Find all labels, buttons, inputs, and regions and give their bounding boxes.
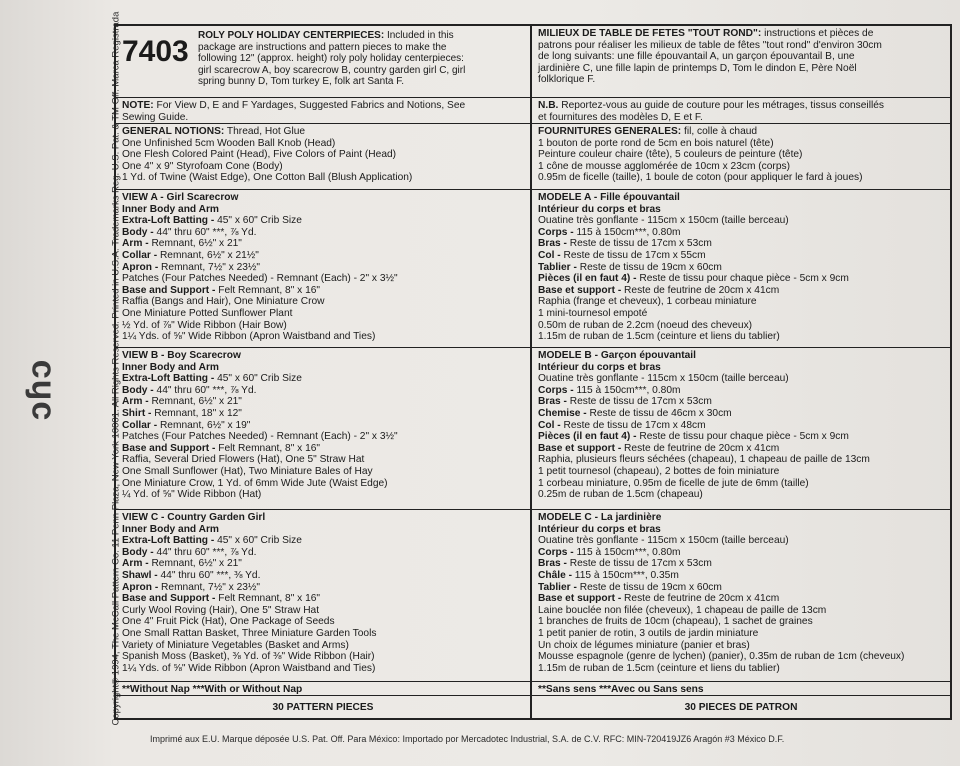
view-b-line: Ouatine très gonflante - 115cm x 150cm (taille berceau) [538, 373, 789, 385]
header-line: following 12" (approx. height) roly poly holiday centerpieces: [198, 53, 464, 64]
view-b-line: VIEW B - Boy Scarecrow [122, 350, 241, 361]
view-a-line: Arm - Remnant, 6½" x 21" [122, 238, 242, 250]
view-c-line: Shawl - 44" thru 60" ***, ⅜ Yd. [122, 569, 261, 581]
fr-nap-legend: **Sans sens ***Avec ou Sans sens [532, 682, 950, 696]
content-frame [114, 24, 952, 720]
pattern-pieces-count: 30 PATTERN PIECES [272, 702, 374, 713]
view-a-line: Patches (Four Patches Needed) - Remnant (Each) - 2" x 3½" [122, 273, 398, 285]
notions-line: One Flesh Colored Paint (Head), Five Colors of Paint (Head) [122, 149, 397, 161]
view-c-line: Base and Support - Felt Remnant, 8" x 16" [122, 593, 321, 605]
view-b-line: Intérieur du corps et bras [538, 361, 661, 373]
header-description [198, 30, 524, 88]
view-b-line: ¼ Yd. of ⅝" Wide Ribbon (Hat) [122, 489, 262, 501]
note-line: Sewing Guide. [122, 111, 189, 123]
view-c-line: Un choix de légumes miniature (panier et bras) [538, 639, 750, 651]
view-a-line: Inner Body and Arm [122, 203, 219, 215]
view-c-line: Base et support - Reste de feutrine de 20cm x 41cm [538, 593, 780, 605]
view-a-line: VIEW A - Girl Scarecrow [122, 192, 239, 203]
view-b-line: Raffia, Several Dried Flowers (Hat), One 5" Straw Hat [122, 454, 365, 466]
view-c-line: Châle - 115 à 150cm***, 0.35m [538, 569, 679, 581]
view-a-line: Raffia (Bangs and Hair), One Miniature Crow [122, 296, 325, 308]
view-c-line: 1¼ Yds. of ⅝" Wide Ribbon (Apron Waistband and Ties) [122, 662, 376, 674]
view-b-line: Col - Reste de tissu de 17cm x 48cm [538, 419, 706, 431]
view-a-line: 1 mini-tournesol empoté [538, 307, 648, 319]
view-b-line: Raphia, plusieurs fleurs séchées (chapeau), 1 chapeau de paille de 13cm [538, 454, 870, 466]
view-b-line: Pièces (il en faut 4) - Reste de tissu pour chaque pièce - 5cm x 9cm [538, 431, 849, 443]
view-b-line: Extra-Loft Batting - 45" x 60" Crib Size [122, 373, 302, 385]
french-column [532, 26, 950, 718]
view-c-line: 1 branches de fruits de 10cm (chapeau), 1 sachet de graines [538, 616, 813, 628]
notions-line: Peinture couleur chaire (tête), 5 couleurs de peinture (tête) [538, 149, 803, 161]
view-a-block [116, 190, 530, 348]
view-c-block [116, 510, 530, 682]
pattern-number: 7403 [122, 35, 189, 68]
view-b-line: MODELE B - Garçon épouvantail [538, 350, 696, 361]
view-a-line: Col - Reste de tissu de 17cm x 55cm [538, 249, 706, 261]
view-c-line: 1 petit panier de rotin, 3 outils de jardin miniature [538, 627, 759, 639]
view-c-line: Mousse espagnole (genre de lychen) (panier), 0.35m de ruban de 1cm (cheveux) [538, 651, 905, 663]
view-a-line: 1¼ Yds. of ⅝" Wide Ribbon (Apron Waistband and Ties) [122, 331, 376, 343]
view-a-line: Raphia (frange et cheveux), 1 corbeau miniature [538, 296, 757, 308]
view-a-line: Pièces (il en faut 4) - Reste de tissu pour chaque pièce - 5cm x 9cm [538, 273, 849, 285]
header-line: girl scarecrow A, boy scarecrow B, country garden girl C, girl [198, 64, 466, 76]
header-line: ROLY POLY HOLIDAY CENTERPIECES: Included in this [198, 30, 454, 41]
view-a-line: Body - 44" thru 60" ***, ⅞ Yd. [122, 226, 257, 238]
view-b-block [116, 348, 530, 510]
view-a-line: ½ Yd. of ⅞" Wide Ribbon (Hair Bow) [122, 319, 287, 331]
general-notions-block [116, 124, 530, 190]
nap-legend: **Without Nap ***With or Without Nap [116, 682, 530, 696]
header-line: patrons pour réaliser les milieux de table de fêtes "tout rond" d'environ 30cm [538, 39, 882, 51]
view-b-line: Base et support - Reste de feutrine de 20cm x 41cm [538, 442, 780, 454]
view-b-line: Corps - 115 à 150cm***, 0.80m [538, 384, 681, 396]
view-b-line: Collar - Remnant, 6½" x 19" [122, 419, 251, 431]
view-a-line: 1.15m de ruban de 1.5cm (ceinture et liens du tablier) [538, 331, 780, 343]
header-line: package are instructions and pattern pieces to make the [198, 41, 447, 53]
view-c-line: One Small Rattan Basket, Three Miniature Garden Tools [122, 627, 377, 639]
view-b-line: Base and Support - Felt Remnant, 8" x 16" [122, 442, 321, 454]
view-c-line: Inner Body and Arm [122, 523, 219, 535]
view-c-line: MODELE C - La jardinière [538, 512, 662, 523]
view-b-line: One Miniature Crow, 1 Yd. of 6mm Wide Jute (Waist Edge) [122, 477, 388, 489]
header-line: folklorique F. [538, 74, 596, 86]
view-c-line: Bras - Reste de tissu de 17cm x 53cm [538, 558, 712, 570]
header-line: MILIEUX DE TABLE DE FETES "TOUT ROND": instructions et pièces de [538, 28, 874, 39]
view-a-line: Collar - Remnant, 6½" x 21½" [122, 249, 259, 261]
notions-line: One 4" x 9" Styrofoam Cone (Body) [122, 160, 283, 172]
view-c-line: Variety of Miniature Vegetables (Basket and Arms) [122, 639, 349, 651]
header-line: de long suivants: une fille épouvantail A, un garçon épouvantail B, une [538, 51, 855, 63]
view-a-line: Intérieur du corps et bras [538, 203, 661, 215]
notions-line: 1 bouton de porte rond de 5cm en bois naturel (tête) [538, 137, 774, 149]
view-b-line: Body - 44" thru 60" ***, ⅞ Yd. [122, 384, 257, 396]
view-c-line: Laine bouclée non filée (cheveux), 1 chapeau de paille de 13cm [538, 604, 827, 616]
fr-view-a-block [532, 190, 950, 348]
view-c-line: Body - 44" thru 60" ***, ⅞ Yd. [122, 546, 257, 558]
view-c-line: Tablier - Reste de tissu de 19cm x 60cm [538, 581, 722, 593]
view-b-line: Inner Body and Arm [122, 361, 219, 373]
view-c-line: Extra-Loft Batting - 45" x 60" Crib Size [122, 535, 302, 547]
view-b-line: 1 corbeau miniature, 0.95m de ficelle de jute de 6mm (taille) [538, 477, 809, 489]
view-c-line: Arm - Remnant, 6½" x 21" [122, 558, 242, 570]
view-c-line: Apron - Remnant, 7½" x 23½" [122, 581, 261, 593]
view-a-line: Base and Support - Felt Remnant, 8" x 16" [122, 284, 321, 296]
view-a-line: Bras - Reste de tissu de 17cm x 53cm [538, 238, 712, 250]
view-c-line: Curly Wool Roving (Hair), One 5" Straw Hat [122, 604, 320, 616]
header-block [116, 26, 530, 98]
view-a-line: Base et support - Reste de feutrine de 20cm x 41cm [538, 284, 780, 296]
view-c-line: VIEW C - Country Garden Girl [122, 512, 266, 523]
notions-line: FOURNITURES GENERALES: fil, colle à chaud [538, 126, 758, 137]
note-line: NOTE: For View D, E and F Yardages, Suggested Fabrics and Notions, See [122, 100, 466, 111]
view-b-line: 0.25m de ruban de 1.5cm (chapeau) [538, 489, 703, 501]
notions-line: 0.95m de ficelle (taille), 1 boule de coton (pour appliquer le fard à joues) [538, 172, 863, 184]
note-line: N.B. Reportez-vous au guide de couture pour les métrages, tissus conseillés [538, 100, 884, 111]
view-c-line: Spanish Moss (Basket), ⅜ Yd. of ⅜" Wide Ribbon (Hair) [122, 651, 375, 663]
import-footer: Imprimé aux E.U. Marque déposée U.S. Pat. Off. Para México: Importado por Mercadotec Industrial, S.A. de C.V. RFC: MIN-720419JZ6 Aragón #3 México D.F. [150, 734, 785, 744]
view-c-line: 1.15m de ruban de 1.5cm (ceinture et liens du tablier) [538, 662, 780, 674]
view-c-line: Corps - 115 à 150cm***, 0.80m [538, 546, 681, 558]
fr-pattern-pieces-count: 30 PIECES DE PATRON [684, 702, 798, 713]
fr-header-block [532, 26, 950, 98]
view-b-line: Shirt - Remnant, 18" x 12" [122, 407, 242, 419]
english-column [116, 26, 532, 718]
header-line: jardinière C, une fille lapin de printemps D, Tom le dindon E, Père Noël [538, 62, 857, 74]
view-b-line: Chemise - Reste de tissu de 46cm x 30cm [538, 407, 732, 419]
fr-general-notions-block [532, 124, 950, 190]
view-a-line: One Miniature Potted Sunflower Plant [122, 307, 293, 319]
view-b-line: Arm - Remnant, 6½" x 21" [122, 396, 242, 408]
fr-note-block [532, 98, 950, 124]
view-a-line: Apron - Remnant, 7½" x 23½" [122, 261, 261, 273]
view-c-line: Ouatine très gonflante - 115cm x 150cm (taille berceau) [538, 535, 789, 547]
view-a-line: Corps - 115 à 150cm***, 0.80m [538, 226, 681, 238]
view-a-line: MODELE A - Fille épouvantail [538, 192, 680, 203]
fr-view-b-block [532, 348, 950, 510]
view-a-line: Extra-Loft Batting - 45" x 60" Crib Size [122, 215, 302, 227]
view-c-line: Intérieur du corps et bras [538, 523, 661, 535]
view-b-line: One Small Sunflower (Hat), Two Miniature Bales of Hay [122, 465, 373, 477]
header-line: spring bunny D, Tom turkey E, folk art Santa F. [198, 76, 405, 87]
side-copyright: Copyright© 1994, The McCall Pattern Co. 11 Penn Plaza, New York 10001. All Rights Reserved. Printed in U.S.A. Trademarks Reg. U.S. Pat. & TM Off. Marca Registrada [110, 11, 122, 726]
view-a-line: 0.50m de ruban de 2.2cm (noeud des cheveux) [538, 319, 753, 331]
fr-view-c-block [532, 510, 950, 682]
side-pattern-number: ɔɦɔ [20, 358, 59, 421]
notions-line: One Unfinished 5cm Wooden Ball Knob (Head) [122, 137, 336, 149]
view-a-line: Tablier - Reste de tissu de 19cm x 60cm [538, 261, 722, 273]
view-b-line: Bras - Reste de tissu de 17cm x 53cm [538, 396, 712, 408]
notions-line: 1 Yd. of Twine (Waist Edge), One Cotton Ball (Blush Application) [122, 172, 413, 184]
view-a-line: Ouatine très gonflante - 115cm x 150cm (taille berceau) [538, 215, 789, 227]
notions-line: GENERAL NOTIONS: Thread, Hot Glue [122, 126, 306, 137]
view-c-line: One 4" Fruit Pick (Hat), One Package of Seeds [122, 616, 335, 628]
view-b-line: 1 petit tournesol (chapeau), 2 bottes de foin miniature [538, 465, 780, 477]
notions-line: 1 cône de mousse agglomérée de 10cm x 23cm (corps) [538, 160, 790, 172]
view-b-line: Patches (Four Patches Needed) - Remnant (Each) - 2" x 3½" [122, 431, 398, 443]
note-block [116, 98, 530, 124]
note-line: et fournitures des modèles D, E et F. [538, 111, 703, 123]
